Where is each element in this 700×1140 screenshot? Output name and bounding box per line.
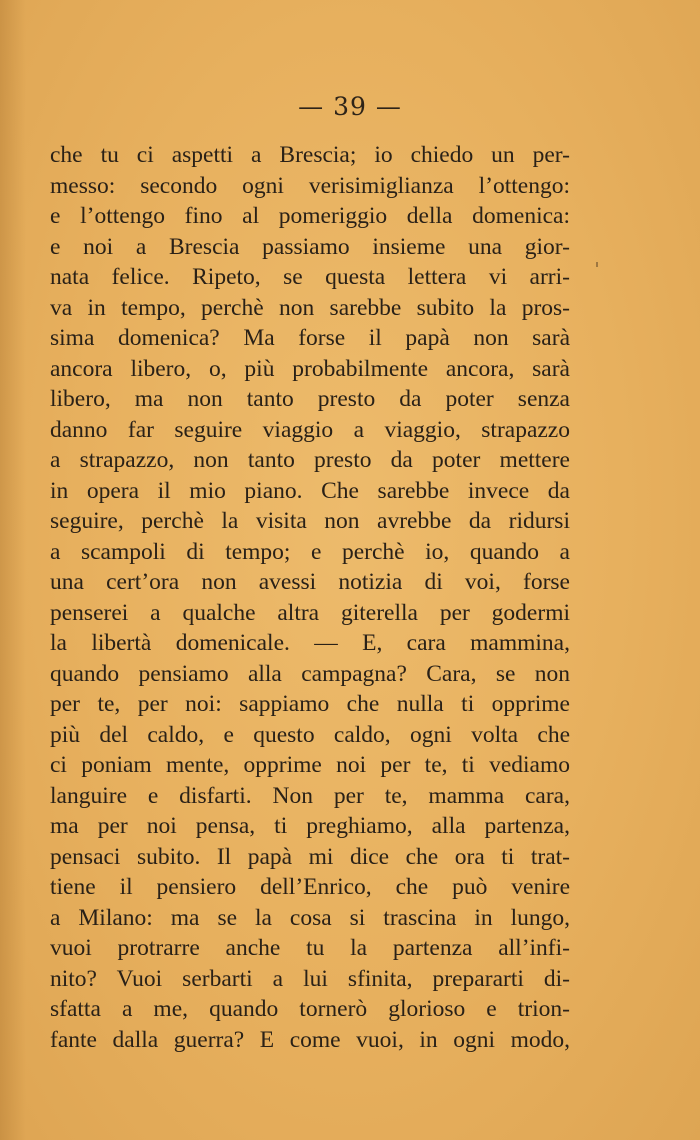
text-line: languire e disfarti. Non per te, mamma cara, (50, 782, 570, 809)
text-line: pensaci subito. Il papà mi dice che ora ti trat- (50, 843, 570, 870)
text-line: a scampoli di tempo; e perchè io, quando a (50, 538, 570, 565)
text-line: in opera il mio piano. Che sarebbe invece da (50, 477, 570, 504)
text-line: a strapazzo, non tanto presto da poter mettere (50, 447, 570, 473)
text-line: ancora libero, o, più probabilmente ancora, sarà (50, 355, 570, 382)
text-line: danno far seguire viaggio a viaggio, strapazzo (50, 416, 570, 443)
text-line: ci poniam mente, opprime noi per te, ti vediamo (50, 752, 570, 778)
text-line: libero, ma non tanto presto da poter senza (50, 386, 570, 412)
text-line: vuoi protrarre anche tu la partenza all’infi- (50, 935, 570, 961)
text-line: a Milano: ma se la cosa si trascina in lungo, (50, 904, 570, 931)
text-line: e noi a Brescia passiamo insieme una gior- (50, 233, 570, 260)
body-text (50, 140, 570, 1055)
text-line: per te, per noi: sappiamo che nulla ti opprime (50, 691, 570, 717)
text-line: tiene il pensiero dell’Enrico, che può venire (50, 874, 570, 900)
paper-speck (596, 262, 598, 267)
text-line: ma per noi pensa, ti preghiamo, alla partenza, (50, 813, 570, 839)
page-number: — 39 — (298, 92, 402, 121)
text-line: e l’ottengo fino al pomeriggio della domenica: (50, 203, 570, 229)
text-line: sima domenica? Ma forse il papà non sarà (50, 325, 570, 351)
text-line: la libertà domenicale. — E, cara mammina, (50, 630, 570, 656)
text-line: più del caldo, e questo caldo, ogni volta che (50, 721, 570, 748)
text-line: messo: secondo ogni verisimiglianza l’ottengo: (50, 172, 570, 199)
text-line: fante dalla guerra? E come vuoi, in ogni modo, (50, 1026, 570, 1053)
text-line: penserei a qualche altra giterella per godermi (50, 599, 570, 626)
page-edge-shadow (0, 0, 26, 1140)
text-line: seguire, perchè la visita non avrebbe da ridursi (50, 508, 570, 534)
text-line: va in tempo, perchè non sarebbe subito la pros- (50, 294, 570, 321)
text-line: sfatta a me, quando tornerò glorioso e trion- (50, 996, 570, 1022)
text-line: una cert’ora non avessi notizia di voi, forse (50, 569, 570, 595)
text-line: nata felice. Ripeto, se questa lettera vi arri- (50, 264, 570, 290)
text-line: quando pensiamo alla campagna? Cara, se non (50, 660, 570, 687)
text-line: nito? Vuoi serbarti a lui sfinita, prepararti di- (50, 965, 570, 992)
text-line: che tu ci aspetti a Brescia; io chiedo un per- (50, 142, 570, 168)
